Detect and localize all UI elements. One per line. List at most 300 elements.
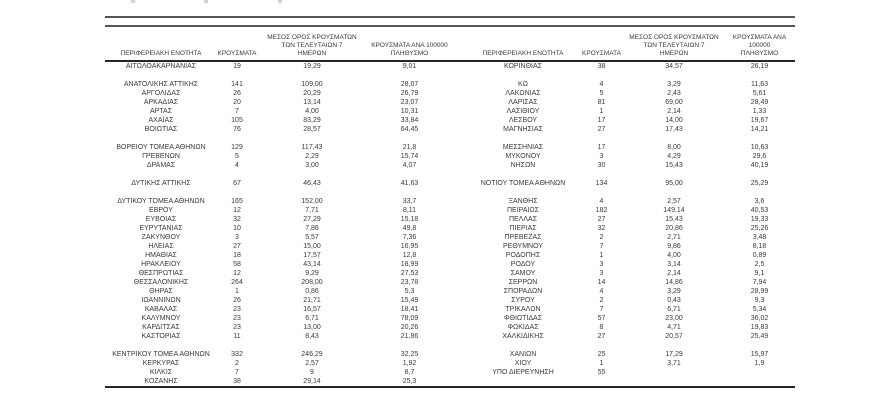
right-per-100k-cell: 19,67 <box>750 117 769 124</box>
left-cases-cell: 7 <box>235 369 239 376</box>
right-per-100k-cell: 40,19 <box>750 162 769 169</box>
right-region-name-cell: ΧΑΛΚΙΔΙΚΗΣ <box>502 333 544 340</box>
right-avg-7day-cell: 2,14 <box>667 108 681 115</box>
right-avg-7day-cell: 3,14 <box>667 261 681 268</box>
left-avg-7day-cell: 2,29 <box>305 153 319 160</box>
right-per-100k-cell: 3,6 <box>754 198 765 205</box>
left-cases-cell: 27 <box>233 243 241 250</box>
left-region-name-cell: ΕΒΡΟΥ <box>149 207 173 214</box>
right-cases-cell: 3 <box>599 261 604 268</box>
header-per100k-line2: ΠΛΗΘΥΣΜΟ <box>390 50 429 58</box>
header-per100k-left <box>367 42 452 58</box>
header-region-left: ΠΕΡΙΦΕΡΕΙΑΚΗ ΕΝΟΤΗΤΑ <box>120 50 202 58</box>
left-region-name-cell: ΑΡΤΑΣ <box>149 108 173 115</box>
table-row <box>105 269 795 278</box>
right-cases-cell: 3 <box>599 270 604 277</box>
left-per-100k-cell: 8,7 <box>404 369 415 376</box>
left-avg-7day-cell: 7,71 <box>305 207 319 214</box>
left-per-100k-cell: 64,45 <box>400 126 419 133</box>
left-region-name-cell: ΕΥΒΟΙΑΣ <box>145 216 177 223</box>
right-per-100k-cell: 40,53 <box>750 207 769 214</box>
left-cases-cell: 38 <box>233 378 241 385</box>
left-avg-7day-cell: 6,71 <box>305 315 319 322</box>
right-per-100k-cell: 11,63 <box>751 81 768 88</box>
table-row <box>105 359 795 368</box>
table-row <box>105 233 795 242</box>
right-avg-7day-cell: 17,43 <box>665 126 683 133</box>
left-avg-7day-cell: 109,00 <box>301 81 323 88</box>
left-per-100k-cell: 1,92 <box>402 360 417 367</box>
left-avg-7day-cell: 5,57 <box>305 234 319 241</box>
right-avg-7day-cell: 34,57 <box>665 63 683 70</box>
right-avg-7day-cell: 3,29 <box>667 288 681 295</box>
right-avg-7day-cell: 2,57 <box>667 198 681 205</box>
right-per-100k-cell: 25,26 <box>750 225 769 232</box>
right-cases-cell: 17 <box>597 144 606 151</box>
left-avg-7day-cell: 13,00 <box>303 324 321 331</box>
left-region-name-cell: ΚΕΡΚΥΡΑΣ <box>142 360 180 367</box>
right-region-name-cell: ΣΥΡΟΥ <box>511 297 535 304</box>
right-cases-cell: 2 <box>599 234 604 241</box>
right-region-name-cell: ΜΥΚΟΝΟΥ <box>505 153 541 160</box>
header-cases-right: ΚΡΟΥΣΜΑΤΑ <box>582 50 621 58</box>
right-cases-cell: 7 <box>599 306 604 313</box>
left-region-name-cell: ΑΙΤΩΛΟΑΚΑΡΝΑΝΙΑΣ <box>125 63 197 70</box>
right-region-name-cell: ΠΙΕΡΙΑΣ <box>509 225 537 232</box>
left-avg-7day-cell: 246,29 <box>301 351 323 358</box>
left-avg-7day-cell: 28,57 <box>303 126 321 133</box>
right-region-name-cell: ΠΕΛΛΑΣ <box>508 216 538 223</box>
left-per-100k-cell: 21,8 <box>402 144 417 151</box>
left-avg-7day-cell: 9,29 <box>305 270 319 277</box>
right-region-name-cell: ΥΠΟ ΔΙΕΡΕΥΝΗΣΗ <box>492 369 554 376</box>
table-row <box>105 350 795 359</box>
left-cases-cell: 10 <box>233 225 241 232</box>
left-cases-cell: 32 <box>233 216 241 223</box>
table-row <box>105 161 795 170</box>
left-avg-7day-cell: 46,43 <box>303 180 321 187</box>
spacer-row <box>105 134 795 143</box>
left-region-name-cell: ΗΜΑΘΙΑΣ <box>145 252 177 259</box>
left-region-name-cell: ΚΑΒΑΛΑΣ <box>144 306 178 313</box>
right-avg-7day-cell: 0,43 <box>667 297 681 304</box>
left-cases-cell: 129 <box>231 144 243 151</box>
left-per-100k-cell: 25,3 <box>402 378 417 385</box>
right-region-name-cell: ΝΗΣΩΝ <box>510 162 536 169</box>
right-per-100k-cell: 1,33 <box>752 108 767 115</box>
left-avg-7day-cell: 152,00 <box>301 198 323 205</box>
right-cases-cell: 4 <box>599 288 604 295</box>
right-region-name-cell: ΣΠΟΡΑΔΩΝ <box>503 288 543 295</box>
right-cases-cell: 1 <box>599 108 604 115</box>
header-per100k-right <box>724 34 795 58</box>
right-avg-7day-cell: 4,00 <box>667 252 681 259</box>
spacer-row <box>105 71 795 80</box>
right-region-name-cell: ΚΩ <box>518 81 528 88</box>
left-avg-7day-cell: 208,00 <box>301 279 323 286</box>
left-avg-7day-cell: 3,00 <box>305 162 319 169</box>
left-avg-7day-cell: 21,71 <box>303 297 321 304</box>
table-row <box>105 215 795 224</box>
left-cases-cell: 332 <box>231 351 243 358</box>
spacer-row <box>105 188 795 197</box>
left-cases-cell: 12 <box>233 270 241 277</box>
left-avg-7day-cell: 83,29 <box>303 117 321 124</box>
left-region-name-cell: ΑΡΓΟΛΙΔΑΣ <box>141 90 181 97</box>
header-per100k-line1: ΚΡΟΥΣΜΑΤΑ ΑΝΑ 100000 <box>732 34 787 50</box>
header-per100k-line1: ΚΡΟΥΣΜΑΤΑ ΑΝΑ 100000 <box>371 42 448 50</box>
table-row <box>105 278 795 287</box>
right-cases-cell: 27 <box>597 216 606 223</box>
right-cases-cell: 7 <box>599 243 604 250</box>
right-cases-cell: 30 <box>597 162 606 169</box>
left-per-100k-cell: 16,95 <box>400 243 419 250</box>
right-region-name-cell: ΣΑΜΟΥ <box>510 270 536 277</box>
left-cases-cell: 11 <box>233 333 241 340</box>
right-avg-7day-cell: 23,00 <box>665 315 683 322</box>
right-per-100k-cell: 9,3 <box>754 297 765 304</box>
left-cases-cell: 3 <box>235 234 239 241</box>
right-region-name-cell: ΡΟΔΟΠΗΣ <box>505 252 541 259</box>
left-per-100k-cell: 28,07 <box>400 81 419 88</box>
header-avg7-line1: ΜΕΣΟΣ ΟΡΟΣ ΚΡΟΥΣΜΑΤΩΝ <box>267 34 357 42</box>
left-per-100k-cell: 33,84 <box>400 117 419 124</box>
right-avg-7day-cell: 95,00 <box>665 180 683 187</box>
left-cases-cell: 2 <box>235 360 239 367</box>
cropped-text-remnant <box>204 0 208 3</box>
left-region-name-cell: ΑΡΚΑΔΙΑΣ <box>143 99 179 106</box>
right-avg-7day-cell: 15,43 <box>665 216 683 223</box>
table-row <box>105 377 795 386</box>
left-avg-7day-cell: 43,14 <box>303 261 321 268</box>
cropped-text-remnant <box>278 0 282 3</box>
left-per-100k-cell: 23,78 <box>400 279 419 286</box>
left-region-name-cell: ΓΡΕΒΕΝΩΝ <box>142 153 180 160</box>
left-region-name-cell: ΘΕΣΣΑΛΟΝΙΚΗΣ <box>133 279 189 286</box>
left-avg-7day-cell: 16,57 <box>303 306 321 313</box>
table-row <box>105 305 795 314</box>
table-row <box>105 179 795 188</box>
right-cases-cell: 55 <box>597 369 606 376</box>
right-per-100k-cell: 19,33 <box>750 216 769 223</box>
spacer-row <box>105 170 795 179</box>
right-avg-7day-cell: 2,43 <box>667 90 681 97</box>
left-per-100k-cell: 9,01 <box>402 63 417 70</box>
table-row <box>105 143 795 152</box>
left-cases-cell: 26 <box>233 297 241 304</box>
right-region-name-cell: ΡΟΔΟΥ <box>510 261 536 268</box>
left-avg-7day-cell: 27,29 <box>303 216 321 223</box>
left-region-name-cell: ΚΟΖΑΝΗΣ <box>144 378 178 385</box>
left-per-100k-cell: 15,49 <box>400 297 419 304</box>
header-per100k-line2: ΠΛΗΘΥΣΜΟ <box>740 50 779 58</box>
left-per-100k-cell: 32,25 <box>400 351 419 358</box>
right-cases-cell: 1 <box>599 252 604 259</box>
left-per-100k-cell: 26,79 <box>400 90 419 97</box>
right-avg-7day-cell: 3,29 <box>667 81 681 88</box>
right-region-name-cell: ΠΕΙΡΑΙΩΣ <box>507 207 539 214</box>
left-region-name-cell: ΑΝΑΤΟΛΙΚΗΣ ΑΤΤΙΚΗΣ <box>123 81 199 88</box>
right-region-name-cell: ΧΑΝΙΩΝ <box>509 351 537 358</box>
table-row <box>105 287 795 296</box>
table-row <box>105 98 795 107</box>
table-rows <box>105 62 795 386</box>
left-region-name-cell: ΔΥΤΙΚΗΣ ΑΤΤΙΚΗΣ <box>131 180 191 187</box>
left-region-name-cell: ΙΩΑΝΝΙΝΩΝ <box>141 297 181 304</box>
right-per-100k-cell: 3,48 <box>752 234 767 241</box>
left-cases-cell: 18 <box>233 252 241 259</box>
left-cases-cell: 165 <box>231 198 243 205</box>
right-region-name-cell: ΠΡΕΒΕΖΑΣ <box>504 234 542 241</box>
left-per-100k-cell: 15,74 <box>400 153 419 160</box>
left-region-name-cell: ΔΡΑΜΑΣ <box>146 162 176 169</box>
table-row <box>105 116 795 125</box>
left-per-100k-cell: 49,8 <box>402 225 417 232</box>
right-cases-cell: 4 <box>599 81 604 88</box>
left-region-name-cell: ΒΟΙΩΤΙΑΣ <box>144 126 178 133</box>
left-avg-7day-cell: 19,29 <box>303 63 321 70</box>
right-per-100k-cell: 36,02 <box>750 315 769 322</box>
header-region-right: ΠΕΡΙΦΕΡΕΙΑΚΗ ΕΝΟΤΗΤΑ <box>482 50 564 58</box>
left-cases-cell: 23 <box>233 324 241 331</box>
left-per-100k-cell: 18,99 <box>400 261 419 268</box>
right-cases-cell: 27 <box>597 126 606 133</box>
right-region-name-cell: ΚΟΡΙΝΘΙΑΣ <box>504 63 542 70</box>
right-region-name-cell: ΛΑΚΩΝΙΑΣ <box>505 90 541 97</box>
spacer-row <box>105 341 795 350</box>
right-avg-7day-cell: 4,29 <box>667 153 681 160</box>
right-region-name-cell: ΝΟΤΙΟΥ ΤΟΜΕΑ ΑΘΗΝΩΝ <box>480 180 566 187</box>
table-row <box>105 197 795 206</box>
left-avg-7day-cell: 8,43 <box>305 333 319 340</box>
top-double-rule <box>105 16 795 27</box>
right-per-100k-cell: 2,5 <box>754 261 765 268</box>
right-cases-cell: 25 <box>597 351 606 358</box>
left-avg-7day-cell: 13,14 <box>303 99 321 106</box>
right-avg-7day-cell: 69,00 <box>665 99 683 106</box>
left-cases-cell: 76 <box>233 126 241 133</box>
left-cases-cell: 19 <box>233 63 241 70</box>
left-region-name-cell: ΕΥΡΥΤΑΝΙΑΣ <box>139 225 183 232</box>
bottom-rule <box>105 386 795 388</box>
right-region-name-cell: ΦΩΚΙΔΑΣ <box>507 324 539 331</box>
table-header-row <box>105 27 795 62</box>
left-region-name-cell: ΘΗΡΑΣ <box>149 288 173 295</box>
right-per-100k-cell: 10,63 <box>750 144 769 151</box>
right-region-name-cell: ΜΑΓΝΗΣΙΑΣ <box>503 126 543 133</box>
right-cases-cell: 81 <box>597 99 606 106</box>
left-region-name-cell: ΘΕΣΠΡΩΤΙΑΣ <box>138 270 184 277</box>
right-avg-7day-cell: 6,71 <box>667 306 681 313</box>
left-region-name-cell: ΔΥΤΙΚΟΥ ΤΟΜΕΑ ΑΘΗΝΩΝ <box>117 198 205 205</box>
right-per-100k-cell: 25,29 <box>750 180 769 187</box>
right-avg-7day-cell: 4,71 <box>667 324 681 331</box>
table-row <box>105 206 795 215</box>
right-per-100k-cell: 8,18 <box>752 243 767 250</box>
right-cases-cell: 27 <box>597 333 606 340</box>
left-per-100k-cell: 12,8 <box>402 252 417 259</box>
left-avg-7day-cell: 0,86 <box>305 288 319 295</box>
table-row <box>105 296 795 305</box>
left-region-name-cell: ΚΑΣΤΟΡΙΑΣ <box>141 333 181 340</box>
left-cases-cell: 264 <box>231 279 243 286</box>
header-avg7-right <box>624 34 724 58</box>
right-avg-7day-cell: 2,14 <box>667 270 681 277</box>
left-cases-cell: 23 <box>233 306 241 313</box>
right-cases-cell: 134 <box>595 180 608 187</box>
right-region-name-cell: ΛΕΣΒΟΥ <box>508 117 538 124</box>
right-per-100k-cell: 0,89 <box>752 252 767 259</box>
left-per-100k-cell: 8,11 <box>402 207 417 214</box>
left-region-name-cell: ΗΛΕΙΑΣ <box>148 243 174 250</box>
right-region-name-cell: ΣΕΡΡΩΝ <box>508 279 538 286</box>
right-avg-7day-cell: 149,14 <box>663 207 685 214</box>
left-avg-7day-cell: 15,00 <box>303 243 321 250</box>
right-region-name-cell: ΛΑΣΙΘΙΟΥ <box>506 108 540 115</box>
right-avg-7day-cell: 14,00 <box>665 117 683 124</box>
table-row <box>105 323 795 332</box>
right-cases-cell: 2 <box>599 297 604 304</box>
left-cases-cell: 1 <box>235 288 239 295</box>
header-avg7-line2: ΤΩΝ ΤΕΛΕΥΤΑΙΩΝ 7 <box>643 42 705 50</box>
right-avg-7day-cell: 8,00 <box>667 144 681 151</box>
right-region-name-cell: ΛΑΡΙΣΑΣ <box>508 99 538 106</box>
left-region-name-cell: ΚΑΛΥΜΝΟΥ <box>141 315 181 322</box>
left-per-100k-cell: 4,07 <box>402 162 417 169</box>
left-cases-cell: 23 <box>233 315 241 322</box>
table-row <box>105 224 795 233</box>
left-region-name-cell: ΒΟΡΕΙΟΥ ΤΟΜΕΑ ΑΘΗΝΩΝ <box>116 144 206 151</box>
table-row <box>105 260 795 269</box>
right-avg-7day-cell: 14,86 <box>665 279 683 286</box>
left-region-name-cell: ΗΡΑΚΛΕΙΟΥ <box>141 261 181 268</box>
cropped-text-remnant <box>131 0 135 3</box>
regional-cases-table <box>105 16 795 388</box>
header-avg7-left <box>257 34 367 58</box>
header-avg7-line3: ΗΜΕΡΩΝ <box>297 50 327 58</box>
left-region-name-cell: ΚΙΛΚΙΣ <box>149 369 173 376</box>
left-per-100k-cell: 15,18 <box>400 216 419 223</box>
left-per-100k-cell: 27,53 <box>400 270 419 277</box>
left-cases-cell: 141 <box>231 81 243 88</box>
right-cases-cell: 3 <box>599 153 604 160</box>
left-cases-cell: 12 <box>233 207 241 214</box>
right-cases-cell: 182 <box>595 207 608 214</box>
right-avg-7day-cell: 2,71 <box>667 234 681 241</box>
right-per-100k-cell: 5,61 <box>752 90 767 97</box>
left-per-100k-cell: 7,36 <box>402 234 417 241</box>
right-per-100k-cell: 25,49 <box>750 333 769 340</box>
table-row <box>105 80 795 89</box>
left-cases-cell: 4 <box>235 162 239 169</box>
table-row <box>105 332 795 341</box>
right-cases-cell: 32 <box>597 225 606 232</box>
right-per-100k-cell: 1,9 <box>754 360 765 367</box>
left-cases-cell: 67 <box>233 180 241 187</box>
right-cases-cell: 57 <box>597 315 606 322</box>
right-per-100k-cell: 26,19 <box>750 63 769 70</box>
left-region-name-cell: ΚΕΝΤΡΙΚΟΥ ΤΟΜΕΑ ΑΘΗΝΩΝ <box>112 351 210 358</box>
table-row <box>105 107 795 116</box>
left-cases-cell: 58 <box>233 261 241 268</box>
left-region-name-cell: ΖΑΚΥΝΘΟΥ <box>141 234 181 241</box>
left-per-100k-cell: 41,63 <box>400 180 419 187</box>
right-region-name-cell: ΜΕΣΣΗΝΙΑΣ <box>502 144 544 151</box>
right-cases-cell: 5 <box>599 90 604 97</box>
left-avg-7day-cell: 117,43 <box>301 144 323 151</box>
left-avg-7day-cell: 7,86 <box>305 225 319 232</box>
header-avg7-line1: ΜΕΣΟΣ ΟΡΟΣ ΚΡΟΥΣΜΑΤΩΝ <box>629 34 719 42</box>
left-cases-cell: 5 <box>235 153 239 160</box>
table-row <box>105 251 795 260</box>
right-avg-7day-cell: 15,43 <box>665 162 683 169</box>
right-per-100k-cell: 29,6 <box>752 153 767 160</box>
left-region-name-cell: ΑΧΑΪΑΣ <box>148 117 174 124</box>
right-cases-cell: 8 <box>599 324 604 331</box>
right-avg-7day-cell: 3,71 <box>667 360 681 367</box>
header-avg7-line2: ΤΩΝ ΤΕΛΕΥΤΑΙΩΝ 7 <box>281 42 343 50</box>
right-per-100k-cell: 28,49 <box>750 99 769 106</box>
right-region-name-cell: ΦΘΙΩΤΙΔΑΣ <box>503 315 543 322</box>
table-row <box>105 368 795 377</box>
left-cases-cell: 105 <box>231 117 243 124</box>
header-cases-left: ΚΡΟΥΣΜΑΤΑ <box>217 50 257 58</box>
right-avg-7day-cell: 9,86 <box>667 243 681 250</box>
left-cases-cell: 7 <box>235 108 239 115</box>
right-cases-cell: 1 <box>599 360 604 367</box>
right-per-100k-cell: 19,83 <box>750 324 769 331</box>
right-cases-cell: 17 <box>597 117 606 124</box>
left-per-100k-cell: 23,07 <box>400 99 419 106</box>
right-region-name-cell: ΞΑΝΘΗΣ <box>508 198 538 205</box>
right-avg-7day-cell: 20,86 <box>665 225 683 232</box>
header-avg7-line3: ΗΜΕΡΩΝ <box>659 50 689 58</box>
right-avg-7day-cell: 20,57 <box>665 333 683 340</box>
table-row <box>105 152 795 161</box>
right-avg-7day-cell: 17,29 <box>665 351 683 358</box>
right-region-name-cell: ΧΙΟΥ <box>514 360 532 367</box>
left-avg-7day-cell: 29,14 <box>303 378 321 385</box>
right-region-name-cell: ΡΕΘΥΜΝΟΥ <box>502 243 543 250</box>
right-region-name-cell: ΤΡΙΚΑΛΩΝ <box>505 306 541 313</box>
right-per-100k-cell: 5,34 <box>752 306 767 313</box>
table-row <box>105 62 795 71</box>
table-row <box>105 314 795 323</box>
left-per-100k-cell: 33,7 <box>402 198 417 205</box>
right-per-100k-cell: 15,97 <box>750 351 769 358</box>
left-cases-cell: 20 <box>233 99 241 106</box>
left-avg-7day-cell: 20,29 <box>303 90 321 97</box>
left-per-100k-cell: 20,26 <box>400 324 419 331</box>
table-row <box>105 125 795 134</box>
right-per-100k-cell: 7,94 <box>752 279 767 286</box>
right-cases-cell: 14 <box>597 279 606 286</box>
right-per-100k-cell: 14,21 <box>750 126 769 133</box>
right-cases-cell: 38 <box>597 63 606 70</box>
left-avg-7day-cell: 9 <box>310 369 314 376</box>
left-per-100k-cell: 10,31 <box>400 108 419 115</box>
right-per-100k-cell: 9,1 <box>754 270 765 277</box>
left-avg-7day-cell: 2,57 <box>305 360 319 367</box>
left-cases-cell: 26 <box>233 90 241 97</box>
table-row <box>105 89 795 98</box>
left-region-name-cell: ΚΑΡΔΙΤΣΑΣ <box>142 324 180 331</box>
left-per-100k-cell: 5,3 <box>404 288 415 295</box>
left-per-100k-cell: 78,09 <box>400 315 419 322</box>
left-per-100k-cell: 21,86 <box>400 333 419 340</box>
left-avg-7day-cell: 4,00 <box>305 108 319 115</box>
right-cases-cell: 4 <box>599 198 604 205</box>
